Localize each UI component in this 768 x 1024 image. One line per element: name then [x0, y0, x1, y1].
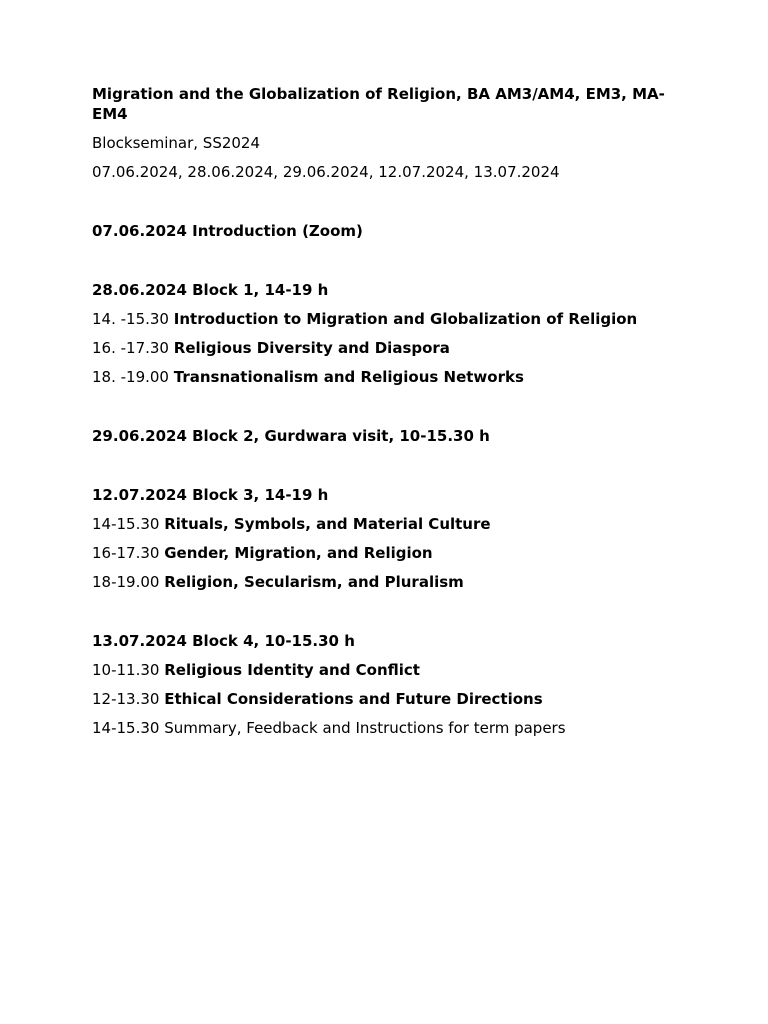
session-time: 14. -15.30	[92, 310, 169, 328]
block4-session	[92, 689, 672, 709]
block2-heading: 29.06.2024 Block 2, Gurdwara visit, 10-15.30 h	[92, 427, 490, 445]
spacer	[92, 191, 672, 221]
block4-session	[92, 660, 672, 680]
session-time: 18. -19.00	[92, 368, 169, 386]
block1-session	[92, 309, 672, 329]
session-topic: Summary, Feedback and Instructions for term papers	[164, 719, 566, 737]
session-topic: Religion, Secularism, and Pluralism	[164, 573, 464, 591]
session-topic: Ethical Considerations and Future Directions	[164, 690, 543, 708]
block1-session	[92, 338, 672, 358]
session-time: 14-15.30	[92, 719, 160, 737]
block1-heading: 28.06.2024 Block 1, 14-19 h	[92, 281, 329, 299]
document-page	[92, 84, 672, 747]
block3-session	[92, 514, 672, 534]
session-topic: Rituals, Symbols, and Material Culture	[164, 515, 491, 533]
session-time: 16. -17.30	[92, 339, 169, 357]
session-time: 16-17.30	[92, 544, 160, 562]
session-dates: 07.06.2024, 28.06.2024, 29.06.2024, 12.07.2024, 13.07.2024	[92, 163, 560, 181]
block3-session	[92, 543, 672, 563]
spacer	[92, 250, 672, 280]
spacer	[92, 396, 672, 426]
session-time: 14-15.30	[92, 515, 160, 533]
session-time: 10-11.30	[92, 661, 160, 679]
session-time: 18-19.00	[92, 573, 160, 591]
block4-session	[92, 718, 672, 738]
intro-heading: 07.06.2024 Introduction (Zoom)	[92, 222, 363, 240]
session-topic: Religious Diversity and Diaspora	[173, 339, 450, 357]
session-topic: Transnationalism and Religious Networks	[173, 368, 524, 386]
session-topic: Introduction to Migration and Globalization of Religion	[173, 310, 638, 328]
document-subtitle: Blockseminar, SS2024	[92, 134, 261, 152]
session-topic: Religious Identity and Conflict	[164, 661, 420, 679]
block3-heading: 12.07.2024 Block 3, 14-19 h	[92, 486, 329, 504]
document-title: Migration and the Globalization of Religion, BA AM3/AM4, EM3, MA-EM4	[92, 85, 665, 123]
spacer	[92, 601, 672, 631]
block1-session	[92, 367, 672, 387]
spacer	[92, 455, 672, 485]
block3-session	[92, 572, 672, 592]
session-topic: Gender, Migration, and Religion	[164, 544, 433, 562]
block4-heading: 13.07.2024 Block 4, 10-15.30 h	[92, 632, 355, 650]
session-time: 12-13.30	[92, 690, 160, 708]
